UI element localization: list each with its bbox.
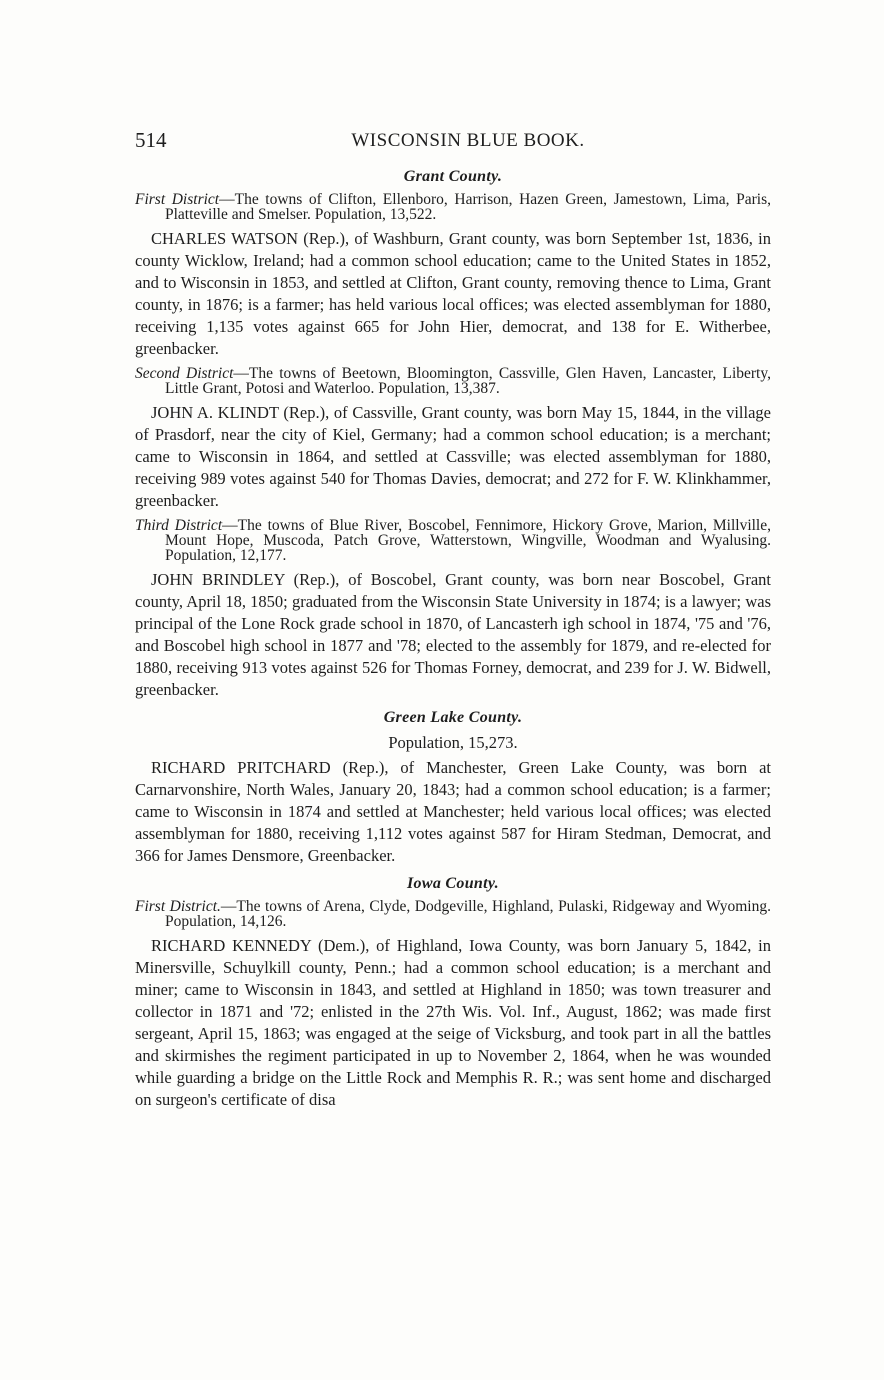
- member-biography: RICHARD KENNEDY (Dem.), of Highland, Iowa County, was born January 5, 1842, in Minersville, Schuylkill county, Penn.; had a common school education; is a merchant and miner; came to Wisconsin in 1843, and settled at Highland in 1850; was town treasurer and collector in 1871 and '72; enlisted in the 27th Wis. Vol. Inf., August, 1862; was made first sergeant, April 15, 1863; was engaged at the seige of Vicksburg, and took part in all the battles and skirmishes the regiment participated in up to November 2, 1864, when he was wounded while guarding a bridge on the Little Rock and Memphis R. R.; was sent home and discharged on surgeon's certificate of disa: [135, 936, 771, 1109]
- page-number: 514: [135, 128, 167, 152]
- district-label: First District: [135, 191, 220, 208]
- section-title-green-lake: Green Lake County.: [383, 709, 523, 726]
- member-biography: CHARLES WATSON (Rep.), of Washburn, Grant county, was born September 1st, 1836, in county Wicklow, Ireland; had a common school education; came to the United States in 1852, and to Wisconsin in 1853, and settled at Clifton, Grant county, removing thence to Lima, Grant county, in 1876; is a farmer; has held various local offices; was elected assemblyman for 1880, receiving 1,135 votes against 665 for John Hier, democrat, and 138 for E. Witherbee, greenbacker.: [135, 229, 771, 358]
- member-biography: JOHN BRINDLEY (Rep.), of Boscobel, Grant county, was born near Boscobel, Grant county, April 18, 1850; graduated from the Wisconsin State University in 1874; is a lawyer; was principal of the Lone Rock grade school in 1870, of Lancasterh igh school in 1874, '75 and '76, and Boscobel high school in 1877 and '78; elected to the assembly for 1879, and re-elected for 1880, receiving 913 votes against 526 for Thomas Forney, democrat, and 239 for J. W. Bidwell, greenbacker.: [135, 570, 771, 699]
- district-heading: [135, 192, 771, 222]
- running-head: [135, 128, 771, 160]
- member-biography: JOHN A. KLINDT (Rep.), of Cassville, Grant county, was born May 15, 1844, in the village of Prasdorf, near the city of Kiel, Germany; had a common school education; is a merchant; came to Wisconsin in 1864, and settled at Cassville; was elected assemblyman for 1880, receiving 989 votes against 540 for Thomas Davies, democrat; and 272 for F. W. Klinkhammer, greenbacker.: [135, 403, 771, 510]
- district-heading: [135, 518, 771, 563]
- district-heading: [135, 899, 771, 929]
- district-text: —The towns of Clifton, Ellenboro, Harrison, Hazen Green, Jamestown, Lima, Paris, Platteville and Smelser. Population, 13,522.: [165, 191, 771, 223]
- district-label: Third District: [135, 517, 223, 534]
- district-text: —The towns of Beetown, Bloomington, Cassville, Glen Haven, Lancaster, Liberty, Little Grant, Potosi and Waterloo. Population, 13,387.: [165, 365, 771, 397]
- district-label: Second District: [135, 365, 234, 382]
- district-text: —The towns of Blue River, Boscobel, Fennimore, Hickory Grove, Marion, Millville, Mount Hope, Muscoda, Patch Grove, Watterstown, Wingville, Woodman and Wyalusing. Population, 12,177.: [165, 517, 771, 564]
- district-heading: [135, 366, 771, 396]
- running-title: WISCONSIN BLUE BOOK.: [351, 130, 585, 151]
- district-label: First District.: [135, 898, 221, 915]
- member-biography: RICHARD PRITCHARD (Rep.), of Manchester, Green Lake County, was born at Carnarvonshire, North Wales, January 20, 1843; had a common school education; is a farmer; came to Wisconsin in 1874 and settled at Manchester; held various local offices; was elected assemblyman for 1880, receiving 1,112 votes against 587 for Hiram Stedman, Democrat, and 366 for James Densmore, Greenbacker.: [135, 758, 771, 865]
- section-title-iowa: Iowa County.: [407, 875, 499, 892]
- section-title-grant: Grant County.: [403, 168, 503, 185]
- section-population: Population, 15,273.: [388, 733, 518, 752]
- district-text: —The towns of Arena, Clyde, Dodgeville, Highland, Pulaski, Ridgeway and Wyoming. Population, 14,126.: [165, 898, 771, 930]
- page: [135, 128, 771, 1117]
